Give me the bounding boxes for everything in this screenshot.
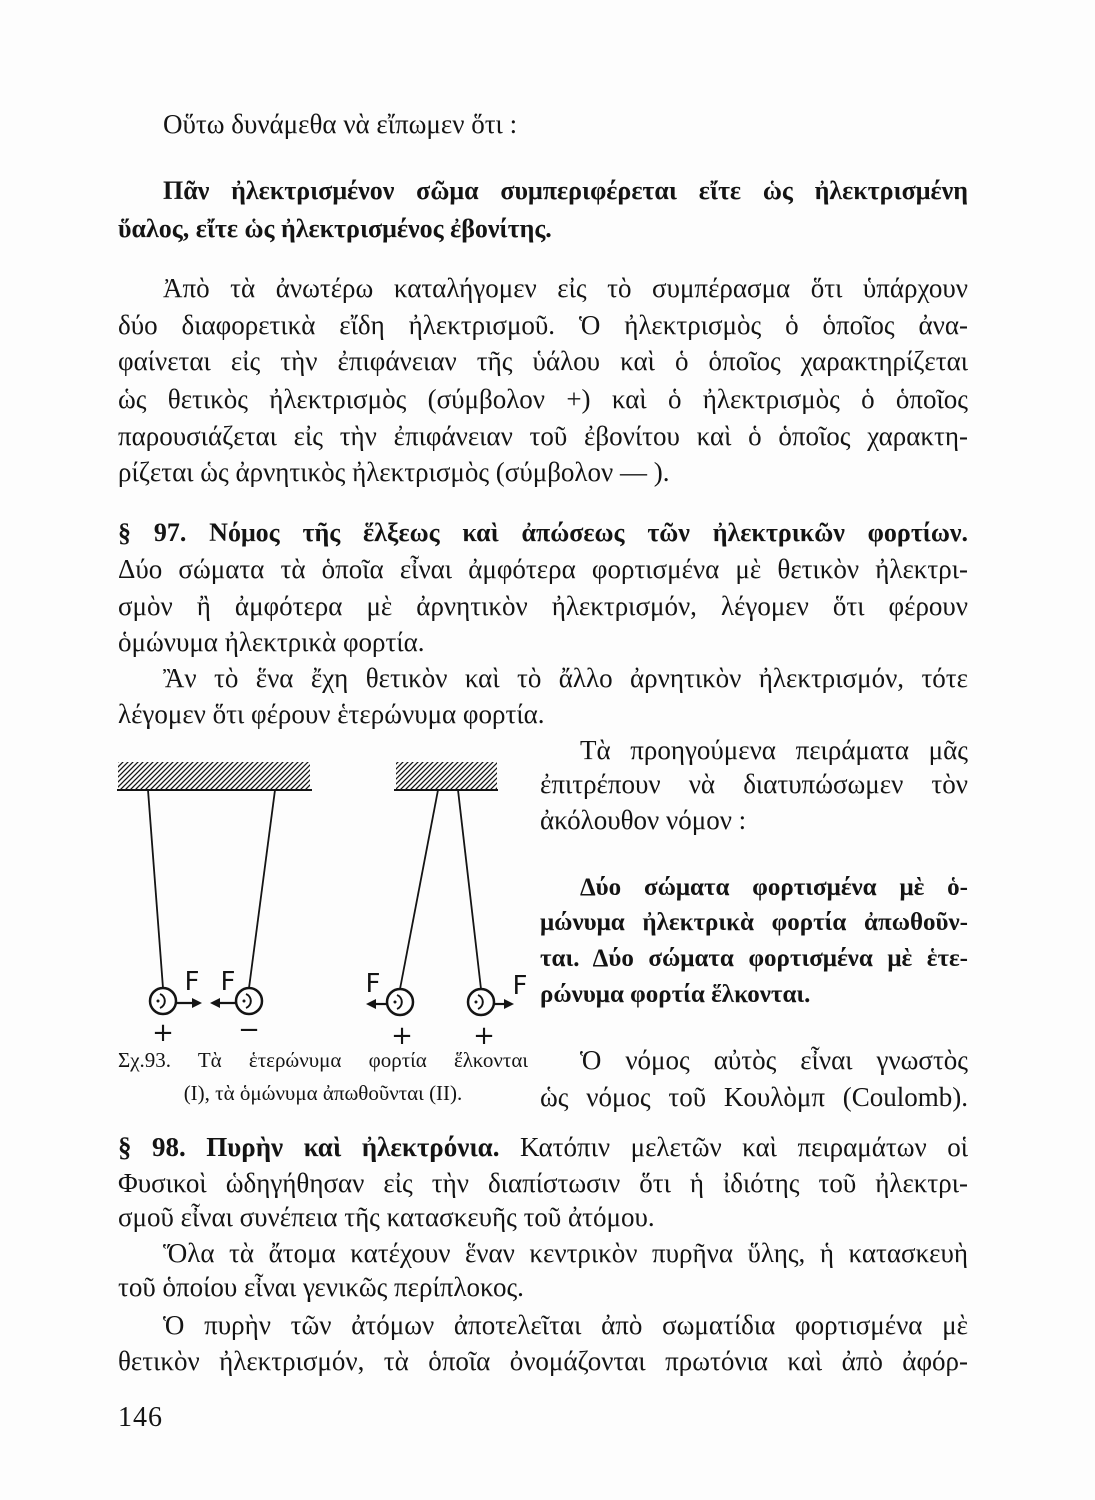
paragraph-line: σμὸν ἢ ἀμφότερα μὲ ἀρνητικὸν ἠλεκτρισμόν, λέγομεν ὅτι φέρουν — [118, 591, 968, 621]
ceiling-support — [396, 762, 497, 789]
paragraph-text: Κατόπιν μελετῶν καὶ πειραμάτων οἱ — [520, 1132, 969, 1162]
paragraph-line: φαίνεται εἰς τὴν ἐπιφάνειαν τῆς ὑάλου καὶ ὁ ὁποῖος χαρακτηρίζεται — [118, 346, 968, 376]
force-arrow-left — [366, 999, 387, 1009]
charged-ball — [387, 989, 413, 1015]
paragraph-line: παρουσιάζεται εἰς τὴν ἐπιφάνειαν τοῦ ἐβονίτου καὶ ὁ ὁποῖος χαρακτη- — [118, 421, 968, 451]
force-arrow-left — [210, 998, 236, 1008]
charge-sign: + — [391, 1021, 413, 1051]
law-statement-line: ται. Δύο σώματα φορτισμένα μὲ ἑτε- — [540, 945, 968, 972]
force-arrow-right — [176, 998, 202, 1008]
paragraph-line: λέγομεν ὅτι φέρουν ἑτερώνυμα φορτία. — [118, 699, 545, 729]
force-label: F — [512, 971, 528, 1001]
paragraph-line: Ἀπὸ τὰ ἀνωτέρω καταλήγομεν εἰς τὸ συμπέρασμα ὅτι ὑπάρχουν — [163, 273, 968, 303]
paragraph-line: σμοῦ εἶναι συνέπεια τῆς κατασκευῆς τοῦ ἀτόμου. — [118, 1202, 655, 1232]
paragraph-line: δύο διαφορετικὰ εἴδη ἠλεκτρισμοῦ. Ὁ ἠλεκτρισμὸς ὁ ὁποῖος ἀνα- — [118, 310, 968, 340]
section-first-line — [118, 1129, 968, 1166]
law-statement-line: μώνυμα ἠλεκτρικὰ φορτία ἀπωθοῦν- — [540, 909, 968, 936]
force-arrow-right — [494, 999, 514, 1009]
statement-line: Πᾶν ἠλεκτρισμένον σῶμα συμπεριφέρεται εἴτε ὡς ἠλεκτρισμένη — [163, 176, 968, 205]
paragraph-line: ἐπιτρέπουν νὰ διατυπώσωμεν τὸν — [540, 769, 968, 799]
force-label: F — [220, 967, 236, 997]
charge-sign: + — [473, 1021, 495, 1051]
statement-line: ὕαλος, εἴτε ὡς ἠλεκτρισμένος ἐβονίτης. — [118, 214, 552, 243]
charged-ball — [150, 988, 176, 1014]
page-number: 146 — [118, 1402, 163, 1433]
section-heading: § 98. Πυρὴν καὶ ἠλεκτρόνια. — [118, 1132, 500, 1162]
paragraph-line: Ἂν τὸ ἕνα ἔχη θετικὸν καὶ τὸ ἄλλο ἀρνητικὸν ἠλεκτρισμόν, τότε — [163, 663, 968, 693]
paragraph-line: Δύο σώματα τὰ ὁποῖα εἶναι ἀμφότερα φορτισμένα μὲ θετικὸν ἠλεκτρι- — [118, 554, 968, 584]
charged-ball — [468, 989, 494, 1015]
law-statement-line: ρώνυμα φορτία ἕλκονται. — [540, 981, 811, 1008]
section-heading: § 97. Νόμος τῆς ἕλξεως καὶ ἀπώσεως τῶν ἠλεκτρικῶν φορτίων. — [118, 518, 968, 547]
force-label: F — [184, 967, 200, 997]
paragraph-line: Ὁ νόμος αὐτὸς εἶναι γνωστὸς — [580, 1045, 968, 1075]
thread — [249, 790, 275, 988]
figure-93 — [100, 750, 540, 1060]
ceiling-support — [118, 762, 310, 789]
force-label: F — [365, 969, 381, 999]
caption-line: Σχ.93. Τὰ ἑτερώνυμα φορτία ἕλκονται — [118, 1048, 528, 1072]
paragraph-line: ρίζεται ὡς ἀρνητικὸς ἠλεκτρισμὸς (σύμβολον — ). — [118, 457, 670, 487]
paragraph-line: ὡς θετικὸς ἠλεκτρισμὸς (σύμβολον +) καὶ ὁ ἠλεκτρισμὸς ὁ ὁποῖος — [118, 384, 968, 414]
paragraph-line: Τὰ προηγούμενα πειράματα μᾶς — [580, 735, 968, 765]
paragraph-line: Ὁ πυρὴν τῶν ἀτόμων ἀποτελεῖται ἀπὸ σωματίδια φορτισμένα μὲ — [163, 1310, 968, 1340]
paragraph-line: ἀκόλουθον νόμον : — [540, 805, 747, 835]
caption-line: (I), τὰ ὁμώνυμα ἀπωθοῦνται (II). — [183, 1081, 463, 1105]
thread — [458, 790, 481, 989]
thread — [400, 790, 438, 989]
paragraph-line: ὡς νόμος τοῦ Κουλὸμπ (Coulomb). — [540, 1082, 968, 1112]
paragraph-line: Ὅλα τὰ ἄτομα κατέχουν ἕναν κεντρικὸν πυρῆνα ὕλης, ἡ κατασκευὴ — [163, 1238, 968, 1268]
charge-sign: + — [152, 1018, 174, 1048]
paragraph-line: Φυσικοὶ ὡδηγήθησαν εἰς τὴν διαπίστωσιν ὅτι ἡ ἰδιότης τοῦ ἠλεκτρι- — [118, 1168, 968, 1198]
intro-line: Οὕτω δυνάμεθα νὰ εἴπωμεν ὅτι : — [163, 109, 518, 139]
charged-ball — [236, 988, 262, 1014]
paragraph-line: τοῦ ὁποίου εἶναι γενικῶς περίπλοκος. — [118, 1272, 524, 1302]
pendulum-pair-unlike-charges — [117, 762, 312, 1048]
pendulum-pair-like-charges — [366, 762, 528, 1051]
charge-sign: − — [238, 1015, 260, 1045]
paragraph-line: θετικὸν ἠλεκτρισμόν, τὰ ὁποῖα ὀνομάζονται πρωτόνια καὶ ἀπὸ ἀφόρ- — [118, 1346, 968, 1376]
law-statement-line: Δύο σώματα φορτισμένα μὲ ὁ- — [580, 874, 968, 901]
thread — [148, 790, 163, 988]
paragraph-line: ὁμώνυμα ἠλεκτρικὰ φορτία. — [118, 627, 425, 657]
